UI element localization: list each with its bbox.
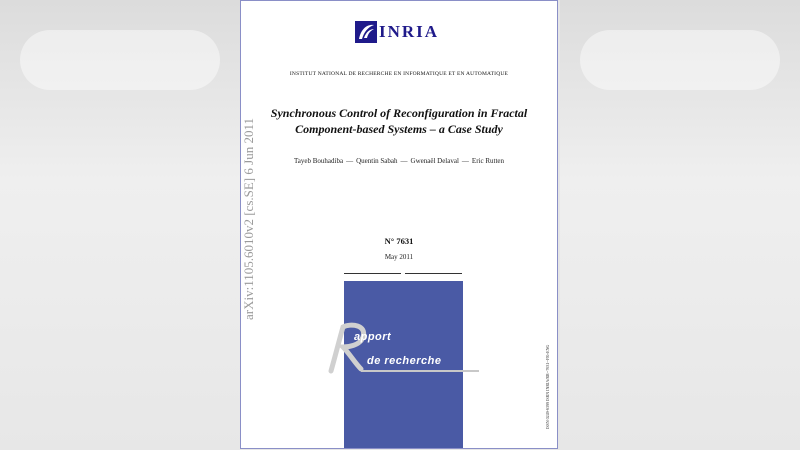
- arxiv-stamp: arXiv:1105.6010v2 [cs.SE] 6 Jun 2011: [241, 118, 256, 320]
- background-left: [0, 0, 240, 450]
- institute-name: INSTITUT NATIONAL DE RECHERCHE EN INFORMATIQUE ET EN AUTOMATIQUE: [289, 71, 509, 77]
- series-underline: [361, 370, 479, 372]
- divider-right: [405, 273, 462, 274]
- paper-title: [255, 105, 543, 137]
- author-list: [241, 157, 557, 165]
- series-recherche: de recherche: [367, 355, 442, 367]
- issn-text: ISSN 0249-6399 ISRN INRIA/RR--7631--FR+ENG: [545, 344, 550, 429]
- author-name: Gwenaël Delaval: [410, 157, 459, 165]
- report-number: N° 7631: [384, 236, 414, 246]
- series-rapport: apport: [354, 331, 392, 343]
- author-separator: —: [400, 157, 408, 165]
- inria-mark-icon: [355, 21, 377, 43]
- author-name: Eric Rutten: [471, 157, 504, 165]
- document-page: [240, 0, 558, 449]
- divider-left: [344, 273, 401, 274]
- report-date: May 2011: [384, 253, 414, 261]
- title-line-1: Synchronous Control of Reconfiguration in Fractal: [270, 106, 528, 120]
- author-separator: —: [461, 157, 469, 165]
- rapport-r-logo-icon: [315, 319, 375, 375]
- inria-logo: [355, 21, 439, 43]
- logo-text: INRIA: [379, 22, 440, 41]
- author-separator: —: [346, 157, 354, 165]
- title-line-2: Component-based Systems – a Case Study: [295, 122, 503, 136]
- background-right: [560, 0, 800, 450]
- author-name: Tayeb Bouhadiba: [294, 157, 344, 165]
- author-name: Quentin Sabah: [356, 157, 398, 165]
